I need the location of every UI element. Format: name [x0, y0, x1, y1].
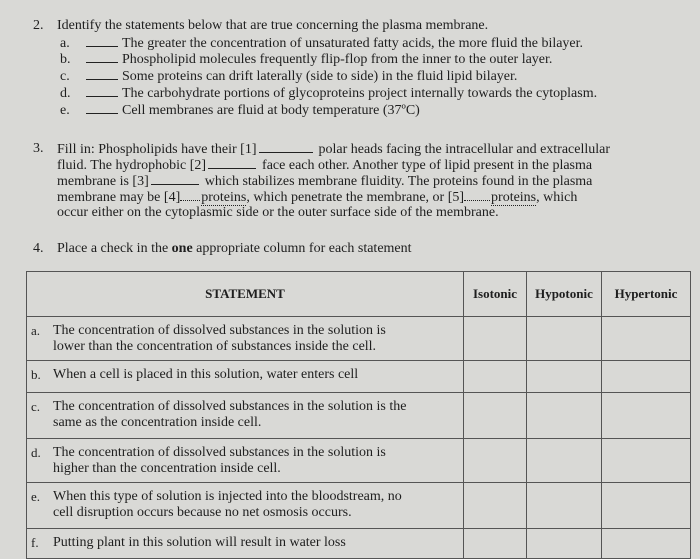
q3-text: , which: [536, 190, 578, 205]
statement-line: When a cell is placed in this solution, water enters cell: [53, 367, 359, 382]
q2-item-text: Phospholipid molecules frequently flip-flop from the inner to the outer layer.: [122, 52, 553, 67]
q3-text: fluid. The hydrophobic [2]: [57, 158, 207, 173]
q2-item-c: [60, 68, 597, 85]
tonicity-table: [26, 271, 691, 559]
q2-item-letter: c.: [60, 69, 70, 84]
q2-item-b: [60, 51, 597, 68]
row-letter: a.: [31, 323, 41, 338]
q3-line-1: [57, 141, 610, 157]
isotonic-check-cell[interactable]: [464, 361, 527, 393]
hypertonic-check-cell[interactable]: [602, 393, 691, 439]
q2-item-e: [60, 102, 597, 119]
statement-line: When this type of solution is injected into the bloodstream, no: [53, 489, 402, 504]
row-letter: f.: [31, 535, 39, 550]
answer-blank[interactable]: [86, 85, 118, 97]
table-row: [27, 483, 691, 529]
q3-text: membrane may be [4]: [57, 190, 181, 205]
q2-prompt: Identify the statements below that are true concerning the plasma membrane.: [57, 18, 489, 33]
hypotonic-check-cell[interactable]: [527, 529, 602, 559]
statement-line: Putting plant in this solution will result in water loss: [53, 535, 346, 550]
q3-text: face each other. Another type of lipid present in the plasma: [262, 158, 593, 173]
q3-line-2: [57, 157, 610, 173]
statement-line: The concentration of dissolved substances in the solution is the: [53, 399, 407, 414]
q3-number: 3.: [33, 141, 44, 156]
statement-line: same as the concentration inside cell.: [53, 415, 262, 430]
q2-item-text: The carbohydrate portions of glycoproteins project internally towards the cytoplasm.: [122, 86, 598, 101]
q3-text: , which penetrate the membrane, or [5]: [246, 190, 465, 205]
answer-blank[interactable]: [86, 35, 118, 47]
header-statement: STATEMENT: [27, 272, 464, 317]
row-letter: d.: [31, 445, 41, 460]
blank-5[interactable]: [464, 189, 490, 201]
q4-prompt-emphasis: one: [171, 241, 193, 256]
table-header-row: [27, 272, 691, 317]
q2-item-text: Cell membranes are fluid at body temperature (37ºC): [122, 103, 420, 118]
q2-items: [60, 35, 597, 119]
statement-cell: [27, 317, 464, 361]
row-letter: c.: [31, 399, 41, 414]
table-row: [27, 439, 691, 483]
answer-blank[interactable]: [86, 68, 118, 80]
statement-cell: [27, 483, 464, 529]
q2-item-letter: d.: [60, 86, 71, 101]
q3-text: polar heads facing the intracellular and extracellular: [318, 142, 611, 157]
statement-line: cell disruption occurs because no net osmosis occurs.: [53, 505, 352, 520]
q4-number: 4.: [33, 241, 44, 256]
blank-1[interactable]: [259, 141, 313, 153]
q2-number: 2.: [33, 18, 44, 33]
q3-line-4: [57, 189, 610, 205]
row-letter: e.: [31, 489, 41, 504]
table-row: [27, 393, 691, 439]
statement-cell: [27, 439, 464, 483]
q2-item-letter: a.: [60, 36, 70, 51]
hypotonic-check-cell[interactable]: [527, 317, 602, 361]
isotonic-check-cell[interactable]: [464, 393, 527, 439]
hypertonic-check-cell[interactable]: [602, 529, 691, 559]
blank-2[interactable]: [208, 157, 256, 169]
statement-line: The concentration of dissolved substances in the solution is: [53, 323, 386, 338]
statement-line: The concentration of dissolved substances in the solution is: [53, 445, 386, 460]
hypertonic-check-cell[interactable]: [602, 483, 691, 529]
table-row: [27, 529, 691, 559]
isotonic-check-cell[interactable]: [464, 529, 527, 559]
q3-body: [57, 141, 610, 221]
hypertonic-check-cell[interactable]: [602, 439, 691, 483]
statement-cell: [27, 361, 464, 393]
q2-item-text: The greater the concentration of unsaturated fatty acids, the more fluid the bilayer.: [122, 36, 584, 51]
q2-item-d: [60, 85, 597, 102]
statement-cell: [27, 393, 464, 439]
table-row: [27, 317, 691, 361]
header-hypotonic: Hypotonic: [527, 272, 602, 317]
header-hypertonic: Hypertonic: [602, 272, 691, 317]
blank-3[interactable]: [151, 173, 199, 185]
q3-text: membrane is [3]: [57, 174, 149, 189]
table-row: [27, 361, 691, 393]
q3-text: which stabilizes membrane fluidity. The proteins found in the plasma: [204, 174, 593, 189]
hypotonic-check-cell[interactable]: [527, 483, 602, 529]
header-isotonic: Isotonic: [464, 272, 527, 317]
isotonic-check-cell[interactable]: [464, 439, 527, 483]
hypertonic-check-cell[interactable]: [602, 317, 691, 361]
hypotonic-check-cell[interactable]: [527, 439, 602, 483]
hypotonic-check-cell[interactable]: [527, 393, 602, 439]
q4-prompt-text: Place a check in the: [57, 241, 172, 256]
statement-cell: [27, 529, 464, 559]
answer-blank[interactable]: [86, 102, 118, 114]
q2-item-letter: e.: [60, 103, 70, 118]
answer-blank[interactable]: [86, 51, 118, 63]
q3-answer-5: proteins: [491, 190, 537, 205]
q4-prompt: [57, 241, 412, 257]
q2-item-a: [60, 35, 597, 51]
blank-4[interactable]: [180, 189, 200, 201]
statement-line: higher than the concentration inside cell.: [53, 461, 281, 476]
q2-item-letter: b.: [60, 52, 71, 67]
hypertonic-check-cell[interactable]: [602, 361, 691, 393]
row-letter: b.: [31, 367, 41, 382]
hypotonic-check-cell[interactable]: [527, 361, 602, 393]
q3-line-5: occur either on the cytoplasmic side or the outer surface side of the membrane.: [57, 205, 499, 220]
isotonic-check-cell[interactable]: [464, 317, 527, 361]
q4-prompt-text: appropriate column for each statement: [192, 241, 412, 256]
q3-line-3: [57, 173, 610, 189]
q3-answer-4: proteins: [201, 190, 247, 205]
q2-item-text: Some proteins can drift laterally (side to side) in the fluid lipid bilayer.: [122, 69, 518, 84]
isotonic-check-cell[interactable]: [464, 483, 527, 529]
q3-text: Fill in: Phospholipids have their [1]: [57, 142, 257, 157]
statement-line: lower than the concentration of substances inside the cell.: [53, 339, 377, 354]
